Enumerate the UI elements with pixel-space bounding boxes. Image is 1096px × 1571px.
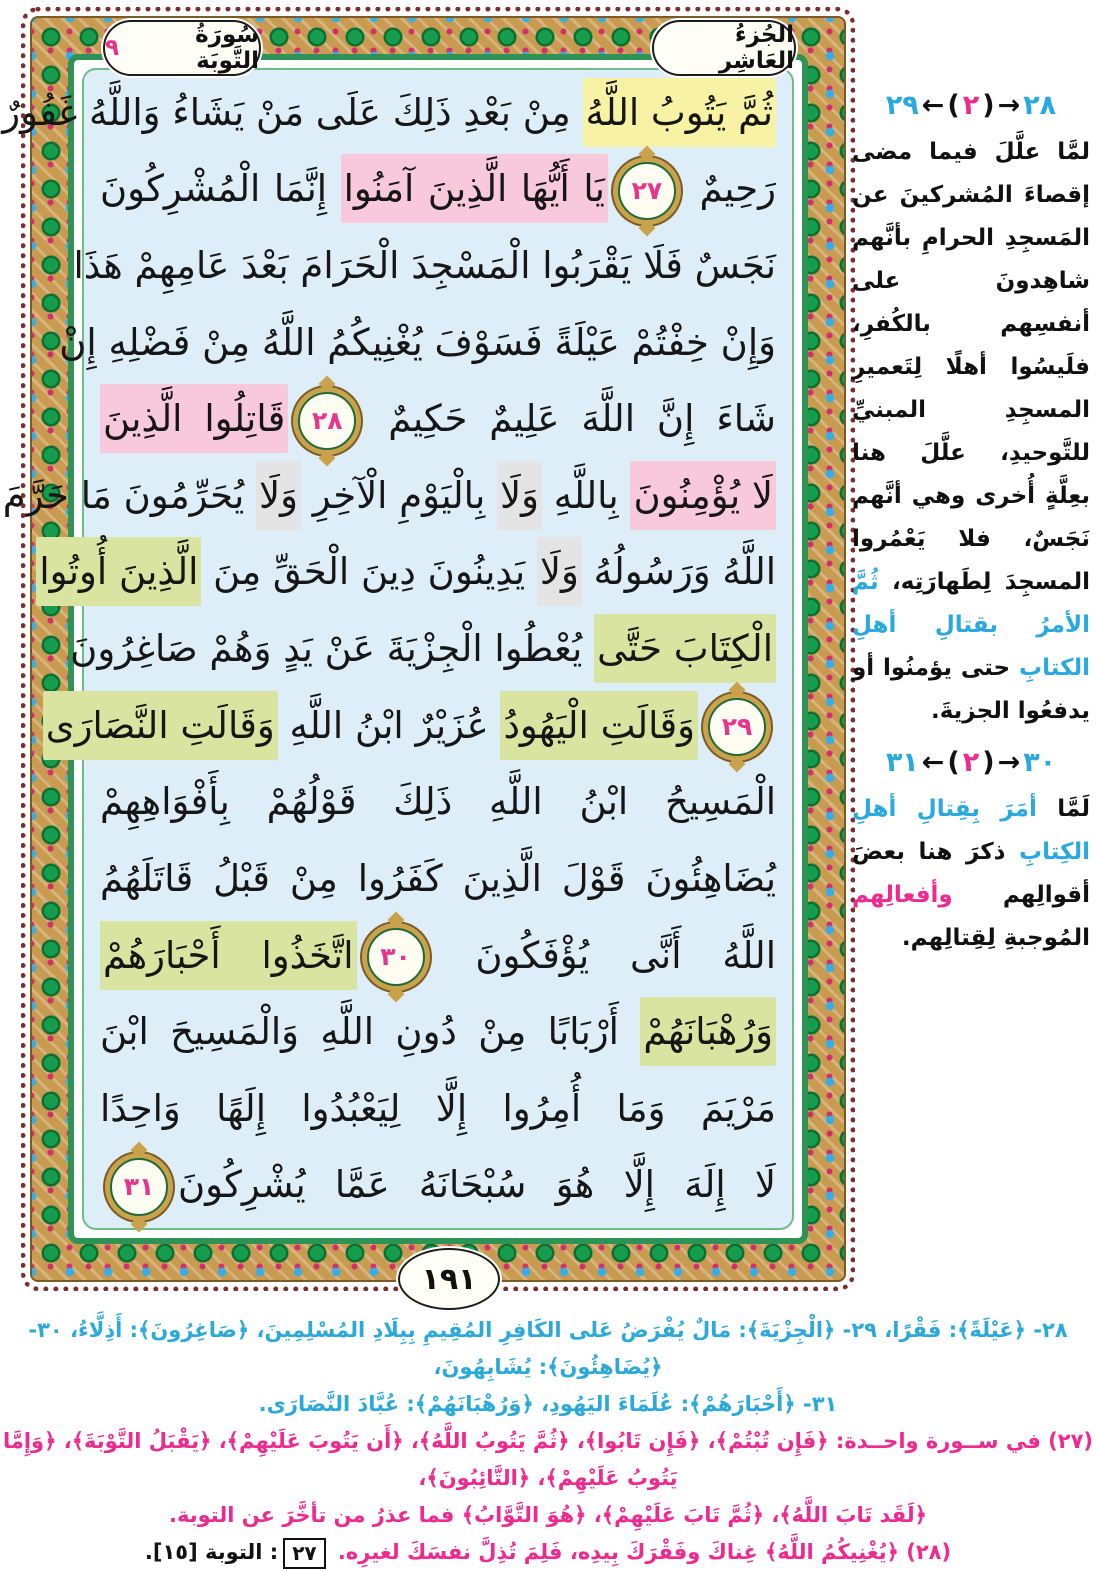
quran-line [100,918,776,994]
quran-line [100,1147,776,1223]
commentary-segment: أمَرَ بِقِتالِ أهلِ الكِتابِ [852,796,1090,865]
quran-text-segment: يُعْطُوا الْجِزْيَةَ عَنْ يَدٍ وَهُمْ صَاغِرُونَ [70,627,595,670]
inner-green-frame [2,54,808,1244]
quran-text-segment: وَلَا [537,537,582,606]
quran-line [100,1071,776,1147]
commentary-segment: ثُمَّ الأمرُ بقتالِ أهلِ الكتابِ [852,569,1090,681]
quran-text-segment: مِنْ بَعْدِ ذَلِكَ عَلَى مَنْ يَشَاءُ وَاللَّهُ غَفُورٌ [2,90,583,134]
quran-text-segment: ثُمَّ يَتُوبُ اللَّهُ [583,78,777,147]
commentary-segment: لمَّا علَّلَ فيما مضى إقصاءَ المُشركينَ عن المَسجِدِ الحرامِ بأنَّهم شاهِدونَ على أنفسِهم بالكُفرِ، فلَيسُوا أهلًا لِتَعميرِ المسجِدِ المبنيِّ للتَّوحيدِ، علَّلَ هنا بعِلَّةٍ أُخرى وهي أنَّهم نَجَسٌ، فلا يَعْمُروا المسجِدَ لِطَهارَتِه، [852,139,1090,595]
verse-number-medallion [110,1158,168,1216]
footnote-segment: ٣١- ﴿أَحْبَارَهُمْ﴾: عُلَمَاءَ اليَهُودِ، ﴿وَرُهْبَانَهُمْ﴾: عُبَّادَ النَّصَارَى. [258,1392,838,1416]
verse-range-part: ٣١ [885,747,919,778]
footnote-line [0,1497,1096,1534]
quran-line [100,764,776,840]
quran-text-segment: عُزَيْرٌ ابْنُ اللَّهِ [277,703,501,747]
footnote-line [0,1386,1096,1423]
quran-text-segment: وَقَالَتِ النَّصَارَى [43,691,278,760]
juz-title: الجُزءُ العَاشِر [718,22,794,74]
juz-name-cartouche [652,20,796,76]
footnote-segment: (٢٧) في ســورة واحــدة: ﴿فَإِن تُبْتُمْ﴾، ﴿فَإِن تَابُوا﴾، ﴿ثُمَّ يَتُوبُ اللَّهُ﴾، ﴿أَن يَتُوبَ عَلَيْهِمْ﴾، ﴿يَقْبَلُ التَّوْبَةَ﴾، ﴿وَإِمَّا يَتُوبُ عَلَيْهِمْ﴾، ﴿التَّائِبُونَ﴾، [2,1429,1094,1490]
verse-range-part: ) [982,747,995,778]
commentary-sidebar [852,86,1090,974]
quran-text-segment: بِاللَّهِ [542,473,631,517]
quran-text-segment: اللَّهُ وَرَسُولُهُ [581,550,776,594]
quran-text-segment: أَرْبَابًا مِنْ دُونِ اللَّهِ وَالْمَسِيحَ ابْنَ [100,1010,641,1054]
quran-text-segment: اللَّهُ أَنَّى يُؤْفَكُونَ [434,933,776,977]
commentary-paragraph [852,788,1090,960]
verse-range-part: ٢ [962,90,980,121]
verse-range-part: ) [982,90,995,121]
verse-range-part: → [997,747,1021,778]
surah-name-cartouche [103,20,261,76]
quran-line [2,75,776,151]
footnote-segment: : التوبة [١٥]. [144,1540,279,1564]
verse-number: ٢٩ [721,712,753,742]
footnote-segment: ٢٨- ﴿عَيْلَةً﴾: فَقْرًا، ٢٩- ﴿الْجِزْيَةَ﴾: مَالٌ يُفْرَضُ عَلى الكَافِرِ المُقِيمِ بِبِلَادِ المُسْلِمِينَ، ﴿صَاغِرُونَ﴾: أَذِلَّاءُ، ٣٠- ﴿يُضَاهِئُونَ﴾: يُشَابِهُونَ، [28,1318,1068,1379]
commentary-paragraph [852,131,1090,733]
page-number: ١٩١ [421,1261,477,1297]
verse-number-medallion [618,162,676,220]
quran-text-segment: الْمَسِيحُ ابْنُ اللَّهِ ذَلِكَ قَوْلُهُمْ بِأَفْوَاهِهِمْ [100,780,776,824]
quran-text-segment: الَّذِينَ أُوتُوا [36,537,201,606]
quran-line [70,611,776,687]
quran-text-segment: وَلَا [256,461,301,530]
quran-text-segment: يُحَرِّمُونَ مَا حَرَّمَ [2,473,257,517]
quran-line [45,688,776,764]
verse-number-medallion [367,928,425,986]
quran-text-segment: اتَّخَذُوا أَحْبَارَهُمْ [100,921,357,990]
verse-range-header [852,90,1090,121]
quran-line [59,305,776,381]
commentary-segment: وأفعالِهم [852,882,953,908]
quran-text-segment: لَا إِلَهَ إِلَّا هُوَ سُبْحَانَهُ عَمَّا يُشْرِكُونَ [178,1163,776,1207]
quran-text-segment: قَاتِلُوا الَّذِينَ [100,384,288,453]
ornamental-border [2,16,846,1282]
surah-number: ٩ [105,35,120,61]
verse-range-part: ٢ [962,747,980,778]
footnote-segment: ٢٧ [283,1538,325,1569]
quran-text-segment: إِنَّمَا الْمُشْرِكُونَ [100,167,341,211]
quran-line [100,994,776,1070]
verse-range-part: ٢٩ [885,90,919,121]
footnote-line [0,1423,1096,1497]
quran-line [100,381,776,457]
quran-text-segment: لَا يُؤْمِنُونَ [630,461,776,530]
quran-text-segment: وَلَا [497,461,542,530]
verse-range-header [852,747,1090,778]
quran-text-segment: رَحِيمٌ [685,167,776,211]
verse-range-part: ٢٨ [1023,90,1057,121]
quran-text-segment: يَا أَيُّهَا الَّذِينَ آمَنُوا [341,154,608,223]
quran-line [2,458,776,534]
verse-range-part: ( [947,747,960,778]
footnotes [0,1312,1096,1571]
footnote-line [0,1534,1096,1571]
quran-text-segment: وَإِنْ خِفْتُمْ عَيْلَةً فَسَوْفَ يُغْنِيكُمُ اللَّهُ مِنْ فَضْلِهِ إِنْ [59,320,776,364]
quran-text-segment: نَجَسٌ فَلَا يَقْرَبُوا الْمَسْجِدَ الْحَرَامَ بَعْدَ عَامِهِمْ هَذَا [73,243,776,287]
surah-title: سُورَةُ التَّوبَة [195,22,259,74]
verse-number: ٣١ [123,1171,155,1201]
footnote-segment: (٢٨) ﴿يُغْنِيكُمُ اللَّهُ﴾ غِناكَ وفَقْرَكَ بِيدِه، فَلِمَ تُذِلَّ نفسَكَ لغيرِه. [330,1540,952,1564]
verse-range-part: ← [921,90,945,121]
quran-text-segment: مَرْيَمَ وَمَا أُمِرُوا إِلَّا لِيَعْبُدُوا إِلَهًا وَاحِدًا [100,1086,776,1130]
commentary-segment: لَمَّا [1036,796,1090,822]
commentary-segment: ذكرَ هنا بعضَ أقوالِهم [852,839,1090,908]
quran-line [100,841,776,917]
commentary-segment: حتى يؤمنُوا أو يدفعُوا الجزيةَ. [852,655,1090,724]
quran-text-segment: شَاءَ إِنَّ اللَّهَ عَلِيمٌ حَكِيمٌ [366,397,777,441]
verse-number: ٢٧ [631,175,663,205]
quran-panel [2,68,794,1230]
page-number-cartouche [398,1248,500,1310]
quran-line [100,151,776,227]
verse-range-part: ( [947,90,960,121]
footnote-segment: ﴿لَقَد تَابَ اللَّهُ﴾، ﴿ثُمَّ تَابَ عَلَيْهِمْ﴾، ﴿هُوَ التَّوَّابُ﴾ فما عذرُ من تأخَّرَ عن التوبة. [169,1503,927,1527]
quran-text-segment: وَرُهْبَانَهُمْ [640,997,776,1066]
verse-range-part: → [997,90,1021,121]
verse-number-medallion [708,698,766,756]
quran-text-segment: يَدِينُونَ دِينَ الْحَقِّ مِنَ [201,550,537,594]
quran-text-segment: وَقَالَتِ الْيَهُودُ [500,691,698,760]
quran-text-segment: الْكِتَابَ حَتَّى [594,614,776,683]
verse-range-part: ٣٠ [1023,747,1057,778]
quran-line [39,534,776,610]
verse-number-medallion [298,392,356,450]
verse-number: ٣٠ [380,942,411,971]
quran-line [73,228,776,304]
quran-text-segment: بِالْيَوْمِ الْآخِرِ [301,473,498,517]
verse-range-part: ← [921,747,945,778]
verse-number: ٢٨ [312,405,343,435]
quran-text-segment: يُضَاهِئُونَ قَوْلَ الَّذِينَ كَفَرُوا مِنْ قَبْلُ قَاتَلَهُمُ [100,856,776,900]
footnote-line [0,1312,1096,1386]
commentary-segment: المُوجبةِ لِقِتالِهم. [901,925,1090,951]
